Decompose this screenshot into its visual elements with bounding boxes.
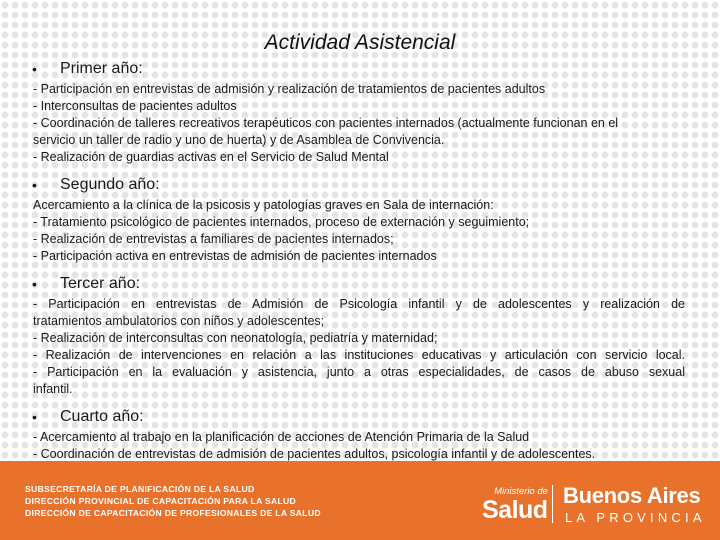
logo-salud-text: Salud bbox=[482, 496, 548, 524]
logo-ministerio-text: Ministerio de bbox=[494, 486, 548, 497]
section-heading bbox=[32, 273, 685, 295]
body-line: - Participación activa en entrevistas de admisión de pacientes internados bbox=[33, 249, 437, 263]
body-line: - Participación en entrevistas de Admisión de Psicología infantil y de adolescentes y realización de bbox=[33, 297, 685, 311]
bullet-icon: • bbox=[32, 177, 37, 193]
section-heading bbox=[32, 406, 685, 428]
section-cuarto-ano bbox=[33, 406, 685, 463]
section-body bbox=[33, 429, 685, 463]
footer-bar bbox=[0, 461, 720, 540]
body-line: tratamientos ambulatorios con niños y adolescentes; bbox=[33, 314, 325, 328]
content-area bbox=[33, 58, 685, 471]
body-line: - Acercamiento al trabajo en la planificación de acciones de Atención Primaria de la Salud bbox=[33, 430, 530, 444]
footer-institution-lines bbox=[25, 483, 321, 519]
body-line: - Realización de guardias activas en el Servicio de Salud Mental bbox=[33, 150, 389, 164]
section-body bbox=[33, 197, 685, 265]
heading-text: Primer año: bbox=[60, 60, 143, 77]
body-line: - Participación en la evaluación y asistencia, junto a otras especialidades, de casos de abuso sexual bbox=[33, 365, 685, 379]
bullet-icon: • bbox=[32, 61, 37, 77]
footer-line: DIRECCIÓN DE CAPACITACIÓN DE PROFESIONALES DE LA SALUD bbox=[25, 508, 321, 518]
slide-title: Actividad Asistencial bbox=[264, 31, 456, 54]
section-tercer-ano bbox=[33, 273, 685, 398]
body-line: - Participación en entrevistas de admisión y realización de tratamientos de pacientes adultos bbox=[33, 82, 546, 96]
heading-text: Cuarto año: bbox=[60, 408, 144, 425]
logo-provincia-text: LA PROVINCIA bbox=[565, 510, 706, 525]
heading-text: Segundo año: bbox=[60, 176, 160, 193]
heading-text: Tercer año: bbox=[60, 275, 141, 292]
body-line: - Realización de interconsultas con neonatología, pediatría y maternidad; bbox=[33, 331, 438, 345]
body-line: - Realización de intervenciones en relación a las instituciones educativas y articulación con servicio local. bbox=[33, 348, 685, 362]
section-segundo-ano bbox=[33, 174, 685, 265]
section-heading bbox=[32, 174, 685, 196]
section-body bbox=[33, 81, 685, 166]
footer-line: DIRECCIÓN PROVINCIAL DE CAPACITACIÓN PARA LA SALUD bbox=[25, 496, 297, 506]
logo-divider bbox=[552, 485, 553, 523]
body-line: Acercamiento a la clínica de la psicosis y patologías graves en Sala de internación: bbox=[33, 198, 494, 212]
section-body bbox=[33, 296, 685, 398]
bullet-icon: • bbox=[32, 276, 37, 292]
body-line: - Tratamiento psicológico de pacientes internados, proceso de externación y seguimiento; bbox=[33, 215, 530, 229]
body-line: - Realización de entrevistas a familiares de pacientes internados; bbox=[33, 232, 394, 246]
body-line: - Coordinación de entrevistas de admisión de pacientes adultos, psicología infantil y de adolescentes. bbox=[33, 447, 596, 461]
bullet-icon: • bbox=[32, 409, 37, 425]
body-line: - Interconsultas de pacientes adultos bbox=[33, 99, 237, 113]
body-line: servicio un taller de radio y uno de huerta) y de Asamblea de Convivencia. bbox=[33, 133, 445, 147]
section-primer-ano bbox=[33, 58, 685, 166]
footer-line: SUBSECRETARÍA DE PLANIFICACIÓN DE LA SALUD bbox=[25, 484, 255, 494]
body-line: infantil. bbox=[33, 382, 73, 396]
section-heading bbox=[32, 58, 685, 80]
logo-buenos-aires-text: Buenos Aires bbox=[563, 483, 701, 508]
body-line: - Coordinación de talleres recreativos terapéuticos con pacientes internados (actualmente funcionan en el bbox=[33, 116, 619, 130]
